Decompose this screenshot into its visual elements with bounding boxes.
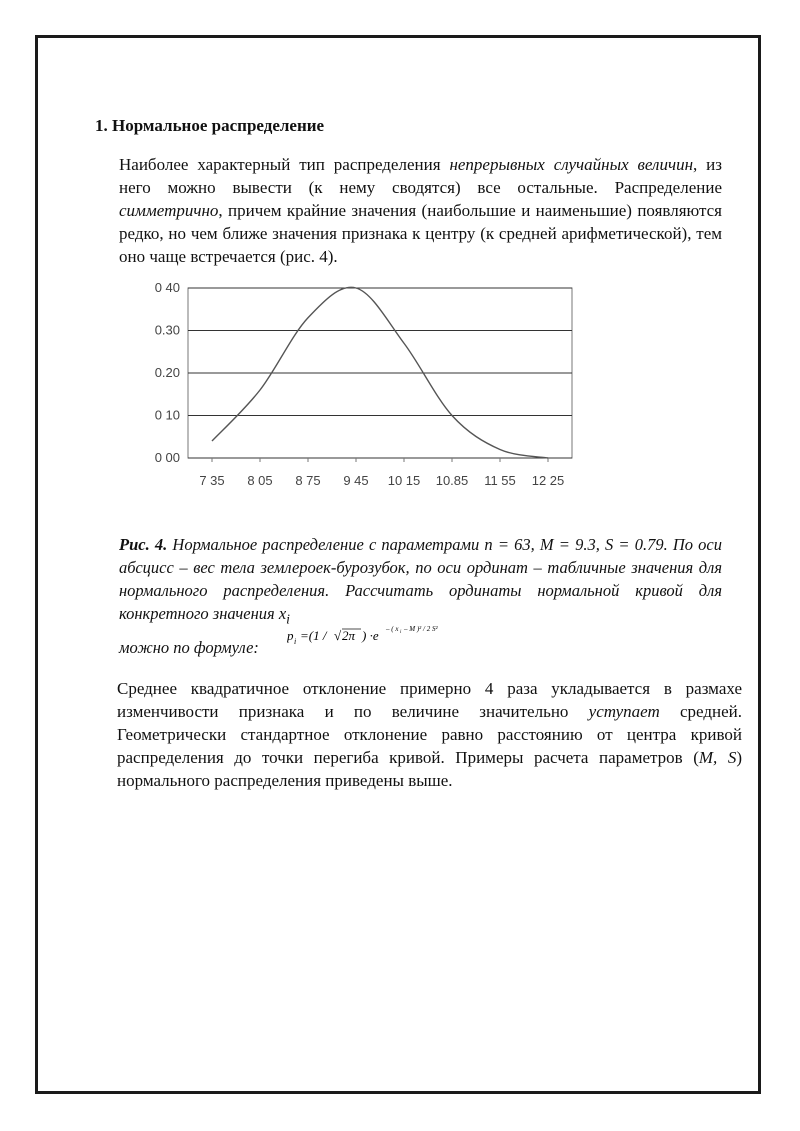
x-tick-label: 7 35 — [199, 473, 225, 488]
formula-line — [119, 622, 722, 662]
y-tick-label: 0.20 — [154, 365, 180, 380]
conclusion-paragraph — [117, 677, 742, 792]
conclusion-text-1: Среднее квадратичное отклонение примерно 4 раза укладывается в размахе изменчивости признака и по величине значительно — [117, 679, 742, 721]
formula-label: можно по формуле: — [119, 638, 259, 657]
intro-text-1: Наиболее характерный тип распределения — [119, 155, 450, 174]
conclusion-text-2: средней. Геометрически стандартное отклонение равно расстоянию от центра кривой распределения до точки перегиба кривой. Примеры расчета параметров ( — [117, 702, 742, 767]
intro-emphasis-1: непрерывных случайных величин — [449, 155, 694, 174]
svg-text:√: √ — [334, 628, 342, 643]
svg-text:i: i — [294, 637, 297, 646]
intro-text-2: , из него можно вывести (к нему сводятся) все остальные. Распределение — [119, 155, 722, 197]
conclusion-emphasis-2: M, S — [698, 748, 737, 767]
x-tick-label: 11 55 — [484, 473, 516, 488]
caption-subscript: i — [286, 611, 290, 627]
intro-text-3: , причем крайние значения (наибольшие и наименьшие) появляются редко, но чем ближе значения признака к центру (к средней арифметической), тем оно чаще встречается (рис. 4). — [119, 201, 722, 266]
svg-text:– M )² / 2 S²: – M )² / 2 S² — [404, 625, 438, 633]
x-tick-label: 8 05 — [247, 473, 273, 488]
x-tick-label: 10 15 — [387, 473, 421, 488]
x-tick-label: 8 75 — [295, 473, 321, 488]
caption-label: Рис. 4. — [119, 535, 168, 554]
svg-text:i: i — [400, 630, 402, 635]
conclusion-emphasis-1: уступает — [588, 702, 660, 721]
conclusion-text-3: ) нормального распределения приведены выше. — [117, 748, 742, 790]
y-tick-label: 0 40 — [154, 280, 180, 295]
intro-emphasis-2: симметрично — [119, 201, 219, 220]
normal-distribution-chart — [120, 272, 590, 502]
section-heading: 1. Нормальное распределение — [95, 116, 325, 135]
x-tick-label: 9 45 — [343, 473, 369, 488]
svg-text:2π: 2π — [342, 628, 356, 643]
normal-density-formula — [287, 622, 487, 652]
y-tick-label: 0.30 — [154, 322, 180, 338]
svg-text:=(1 /: =(1 / — [300, 628, 327, 643]
intro-paragraph — [119, 153, 722, 268]
svg-text:) ·e: ) ·e — [362, 628, 379, 643]
y-tick-label: 0 00 — [154, 450, 180, 465]
y-tick-label: 0 10 — [154, 407, 180, 423]
x-tick-label: 12 25 — [531, 473, 565, 488]
x-tick-label: 10.85 — [435, 473, 469, 488]
caption-text: Нормальное распределение с параметрами n = 63, M = 9.3, S = 0.79. По оси абсцисс – вес тела землероек-бурозубок, по оси ординат – табличные значения для нормального распределения. Рассчитать ординаты нормальной кривой для конкретного значения x — [119, 535, 722, 623]
figure-caption — [119, 533, 722, 630]
svg-text:p: p — [287, 628, 294, 643]
svg-text:– ( x: – ( x — [386, 625, 399, 633]
